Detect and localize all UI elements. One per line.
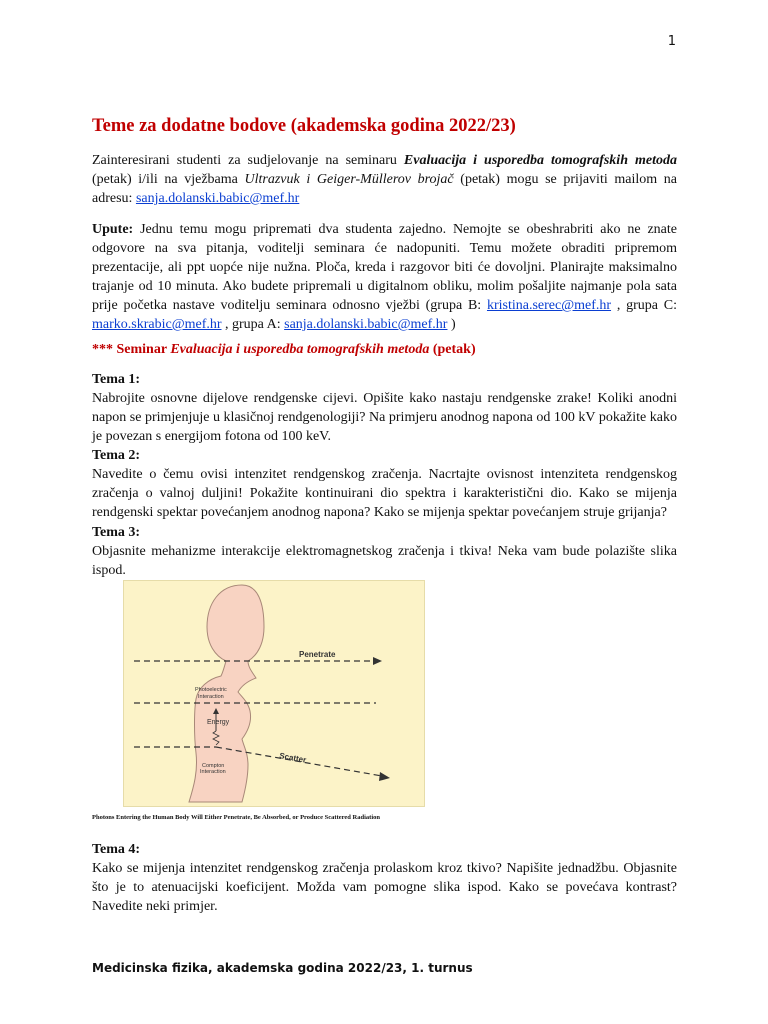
topic-2-text: Navedite o čemu ovisi intenzitet rendgenskog zračenja. Nacrtajte ovisnost intenziteta rendgenskog zračenja o valnoj duljini! Pokažite kontinuirani dio spektra i karakteristični dio. Kako se mijenja rendgenski spektar povećanjem anodnog napona? Kako se mijenja spektar povećanjem struje grijanja? [92,467,677,520]
instructions-text: Jednu temu mogu pripremati dva studenta zajedno. Nemojte se obeshrabriti ako ne znate odgovore na sva pitanja, voditelji seminara će nadopuniti. Temu možete obraditi pripremom prezentacije, ali ppt uopće nije nužna. Ploča, kreda i razgovor biti će dovoljni. Planirajte maksimalno trajanje od 10 minuta. Ako budete pripremali u digitalnom obliku, molim pošaljite najmanje pola sata prije početka nastave voditelju seminara odnosno vježbi (grupa B: [92,222,677,313]
intro-email-link[interactable]: sanja.dolanski.babic@mef.hr [135,191,300,206]
figure-caption: Photons Entering the Human Body Will Either Penetrate, Be Absorbed, or Produce Scattered Radiation [92,814,380,821]
topic-3 [92,523,677,580]
label-energy: Energy [207,719,230,726]
email-link-group-a[interactable]: sanja.dolanski.babic@mef.hr [284,317,448,332]
topic-2-title: Tema 2: [92,448,141,463]
label-compton-1: Compton [202,763,225,769]
instructions-text-a: , grupa A: [221,317,285,332]
section-suffix: (petak) [429,342,476,357]
instructions-text-end: ) [447,317,456,332]
topic-3-title: Tema 3: [92,525,141,540]
topic-1-title: Tema 1: [92,372,141,387]
topic-4-text: Kako se mijenja intenzitet rendgenskog zračenja prolaskom kroz tkivo? Napišite jednadžbu. Objasnite što je to atenuacijski koeficijent. Možda vam pomogne slika ispod. Kako se povećava kontrast? Navedite neki primjer. [92,861,677,914]
section-prefix: *** Seminar [92,342,171,357]
topic-1-text: Nabrojite osnovne dijelove rendgenske cijevi. Opišite kako nastaju rendgenske zrake! Koliki anodni napon se primjenjuje u klasičnoj rendgenologiji? Na primjeru anodnog napona od 100 kV pokažite kako je povezan s energijom fotona od 100 keV. [92,391,677,444]
radiation-interaction-figure [123,580,425,807]
intro-text-3: (petak) mogu se prijaviti mailom na adresu: [92,172,677,206]
label-photoelectric-1: Photoelectric [195,687,227,693]
intro-exercises-name: Ultrazvuk i Geiger-Müllerov brojač [244,172,454,187]
email-link-group-b[interactable]: kristina.serec@mef.hr [486,298,612,313]
topic-1 [92,370,677,446]
page-footer: Medicinska fizika, akademska godina 2022/23, 1. turnus [92,961,473,975]
page-number: 1 [667,34,676,49]
label-photoelectric-2: Interaction [198,694,224,700]
penetrate-arrowhead [373,657,382,665]
body-diagram-svg [124,581,424,806]
intro-seminar-name: Evaluacija i usporedba tomografskih metoda [403,153,677,168]
instructions-text-c: , grupa C: [611,298,678,313]
label-compton-2: Interaction [200,769,226,775]
email-link-group-c[interactable]: marko.skrabic@mef.hr [92,317,222,332]
instructions-label: Upute: [92,222,134,237]
section-name: Evaluacija i usporedba tomografskih metoda [170,342,430,357]
intro-text-1: Zainteresirani studenti za sudjelovanje na seminaru [92,153,404,168]
section-heading [92,340,677,359]
document-title: Teme za dodatne bodove (akademska godina 2022/23) [92,116,516,136]
scatter-arrowhead [379,772,390,781]
topic-2 [92,446,677,522]
topic-3-text: Objasnite mehanizme interakcije elektromagnetskog zračenja i tkiva! Neka vam bude polazište slika ispod. [92,544,677,578]
topic-4-title: Tema 4: [92,842,141,857]
label-scatter: Scatter [278,751,307,765]
label-penetrate: Penetrate [299,650,336,659]
intro-paragraph [92,151,677,208]
intro-text-2: (petak) i/ili na vježbama [92,172,245,187]
instructions-paragraph [92,220,677,334]
topic-4 [92,840,677,916]
